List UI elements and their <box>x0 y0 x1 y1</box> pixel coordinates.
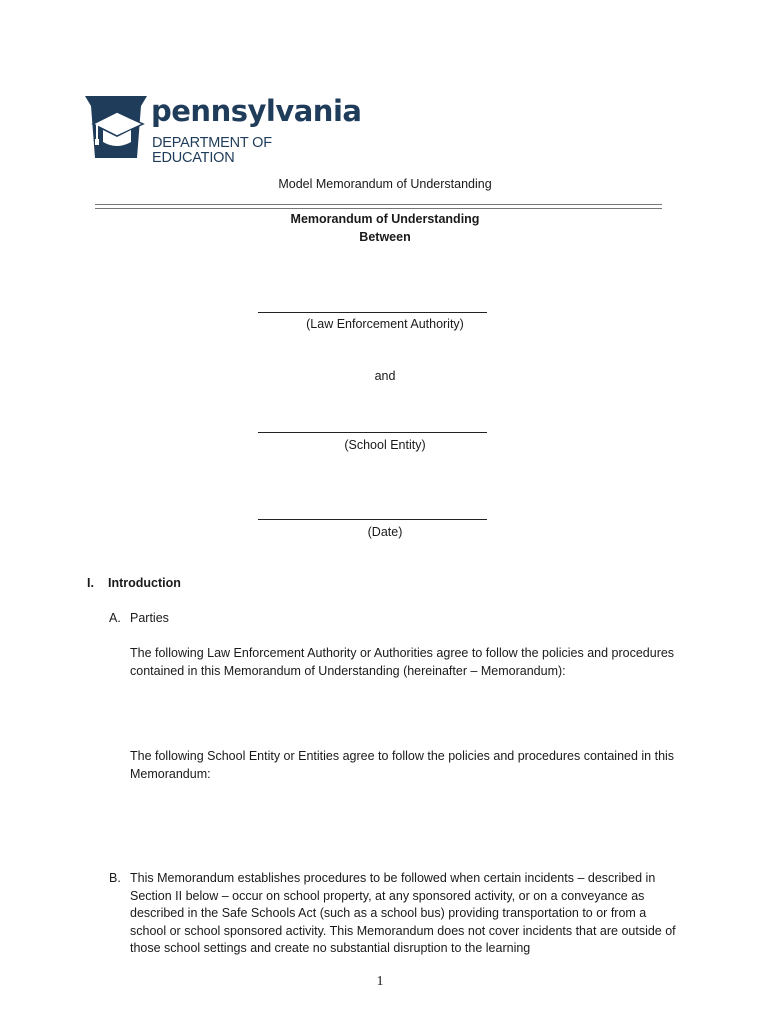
subsection-a-title: Parties <box>130 611 169 625</box>
section-number: I. <box>87 576 94 590</box>
subsection-b-letter: B. <box>109 871 121 885</box>
subsection-b-paragraph: This Memorandum establishes procedures to be followed when certain incidents – described in Section II below – occur on school property, at any sponsored activity, or on a conveyance as described in the Safe Schools Act (such as a school bus) providing transportation to or from a school or school sponsored activity. This Memorandum does not cover incidents that are outside of those school settings and create no substantial disruption to the learning <box>130 871 676 955</box>
parties-paragraph-law-enforcement: The following Law Enforcement Authority or Authorities agree to follow the policies and procedures contained in this Memorandum of Understanding (hereinafter – Memorandum): <box>130 646 675 678</box>
law-enforcement-blank-line <box>258 312 487 313</box>
double-rule-divider <box>95 204 662 209</box>
logo-department: DEPARTMENT OF EDUCATION <box>152 135 272 166</box>
memorandum-heading: Memorandum of Understanding <box>290 212 480 226</box>
and-text: and <box>374 369 396 383</box>
section-title: Introduction <box>108 576 181 590</box>
school-entity-blank-line <box>258 432 487 433</box>
logo-wordmark: pennsylvania <box>151 94 362 128</box>
between-heading: Between <box>359 230 411 244</box>
school-entity-label: (School Entity) <box>344 438 426 452</box>
parties-paragraph-school-entity: The following School Entity or Entities agree to follow the policies and procedures contained in this Memorandum: <box>130 749 675 781</box>
law-enforcement-label: (Law Enforcement Authority) <box>306 317 464 331</box>
page-number: 1 <box>376 974 384 989</box>
document-title: Model Memorandum of Understanding <box>278 177 492 191</box>
date-blank-line <box>258 519 487 520</box>
date-label: (Date) <box>367 525 403 539</box>
subsection-a-letter: A. <box>109 611 121 625</box>
pa-education-logo <box>83 94 362 166</box>
keystone-graduation-cap-icon <box>83 94 149 160</box>
